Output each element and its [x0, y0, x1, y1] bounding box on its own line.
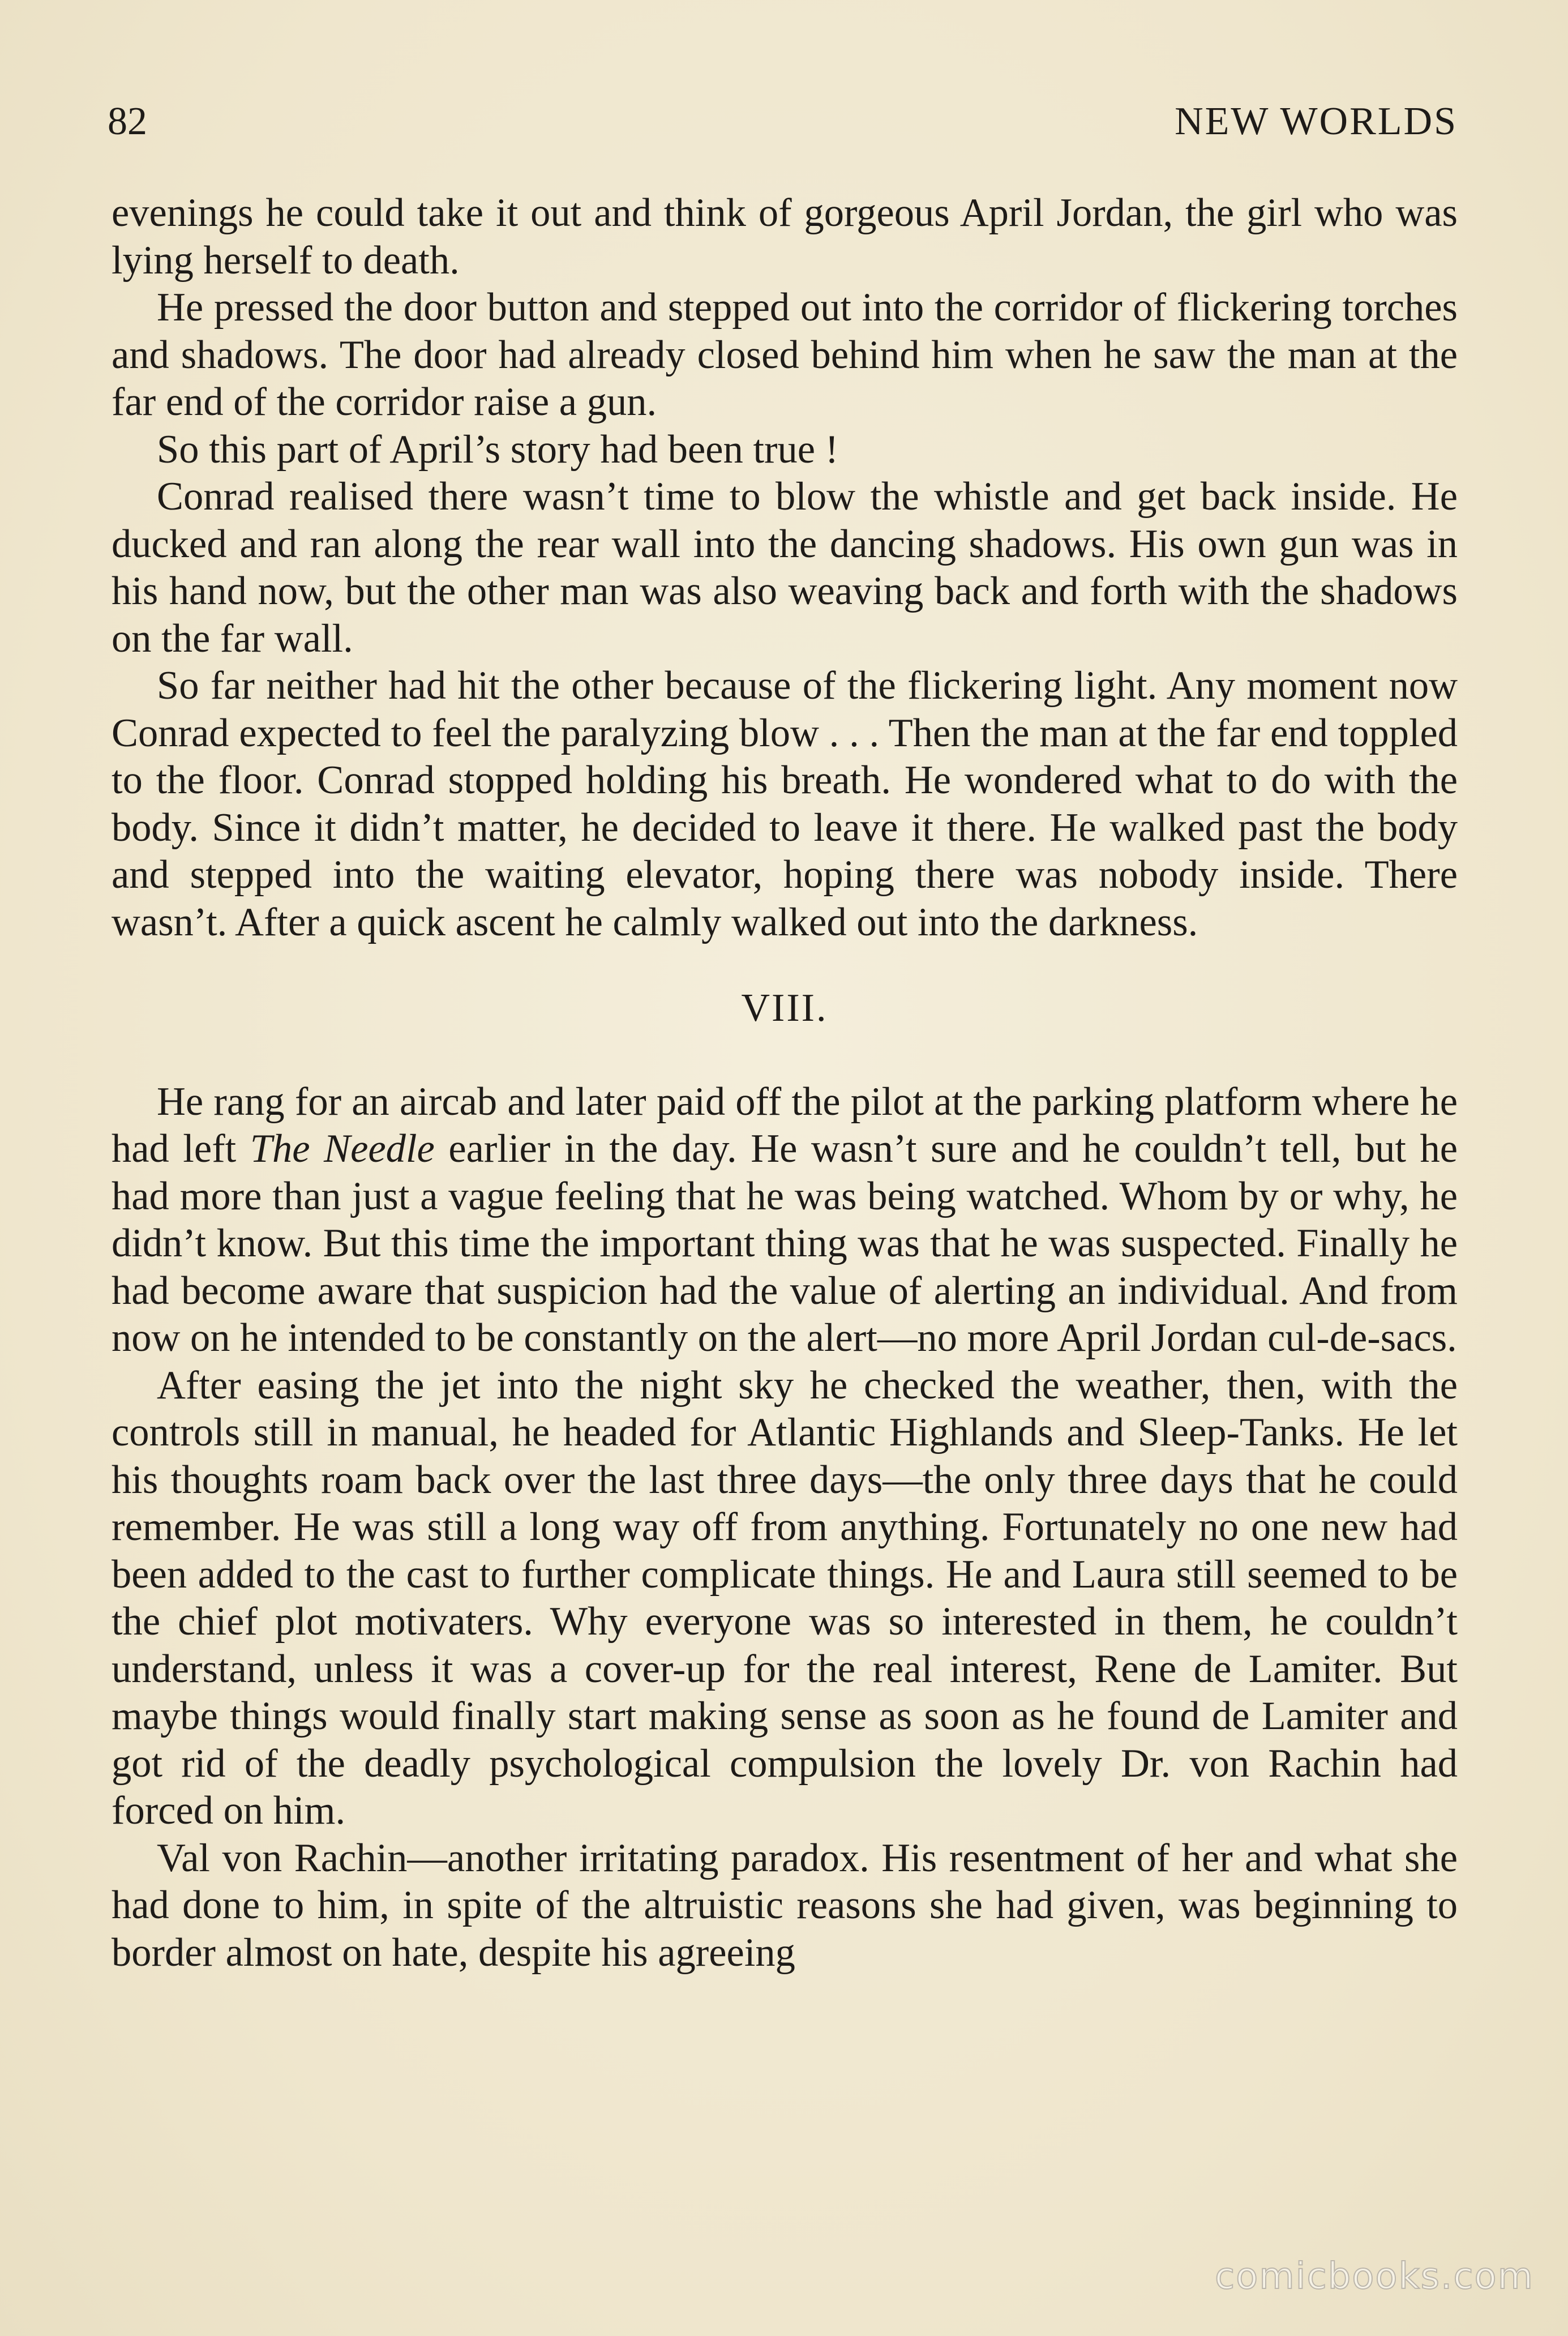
- paragraph-text: earlier in the day. He wasn’t sure and he couldn’t tell, but he had more than just a vague feeling that he was being watched. Whom by or why, he didn’t know. But this time the important thing was that he was suspected. Finally he had become aware that suspicion had the value of alerting an individual. And from now on he intended to be constantly on the alert—no more April Jordan cul-de-sacs.: [112, 1127, 1458, 1360]
- paragraph: Conrad realised there wasn’t time to blow the whistle and get back inside. He ducked and ran along the rear wall into the dancing shadows. His own gun was in his hand now, but the other man was also weaving back and forth with the shadows on the far wall.: [112, 474, 1458, 661]
- paragraph: He pressed the door button and stepped out into the corridor of flickering torches and shadows. The door had already closed behind him when he saw the man at the far end of the corridor raise a gun.: [112, 285, 1458, 424]
- ship-name: The Needle: [250, 1127, 435, 1171]
- paragraph: Val von Rachin—another irritating paradox. His resentment of her and what she had done to him, in spite of the altruistic reasons she had given, was beginning to border almost on hate, despite his agreeing: [112, 1836, 1458, 1975]
- page-header: [108, 93, 1458, 150]
- paragraph: After easing the jet into the night sky he checked the weather, then, with the controls still in manual, he headed for Atlantic Highlands and Sleep-Tanks. He let his thoughts roam back over the last three days—the only three days that he could remember. He was still a long way off from anything. Fortunately no one new had been added to the cast to further complicate things. He and Laura still seemed to be the chief plot motivaters. Why everyone was so interested in them, he couldn’t understand, unless it was a cover-up for the real interest, Rene de Lamiter. But maybe things would finally start making sense as soon as he found de Lamiter and got rid of the deadly psychological compulsion the lovely Dr. von Rachin had forced on him.: [112, 1363, 1458, 1833]
- paragraph: evenings he could take it out and think of gorgeous April Jordan, the girl who was lying herself to death.: [112, 191, 1458, 283]
- paragraph: So far neither had hit the other because of the flickering light. Any moment now Conrad expected to feel the paralyzing blow . . . Then the man at the far end toppled to the floor. Conrad stopped holding his breath. He wondered what to do with the body. Since it didn’t matter, he decided to leave it there. He walked past the body and stepped into the waiting elevator, hoping there was nobody inside. There wasn’t. After a quick ascent he calmly walked out into the darkness.: [112, 664, 1458, 944]
- watermark: comicbooks.com: [1214, 2256, 1534, 2298]
- chapter-heading: VIII.: [741, 986, 828, 1030]
- running-head: NEW WORLDS: [1175, 100, 1458, 143]
- paragraph-text: He rang for an aircab and later paid off the pilot at the parking platform where he had left: [112, 1079, 1458, 1171]
- paragraph: [112, 1079, 1458, 1362]
- paragraph: So this part of April’s story had been true !: [157, 427, 839, 472]
- page-number: 82: [108, 100, 147, 143]
- body-text: [112, 190, 1458, 1976]
